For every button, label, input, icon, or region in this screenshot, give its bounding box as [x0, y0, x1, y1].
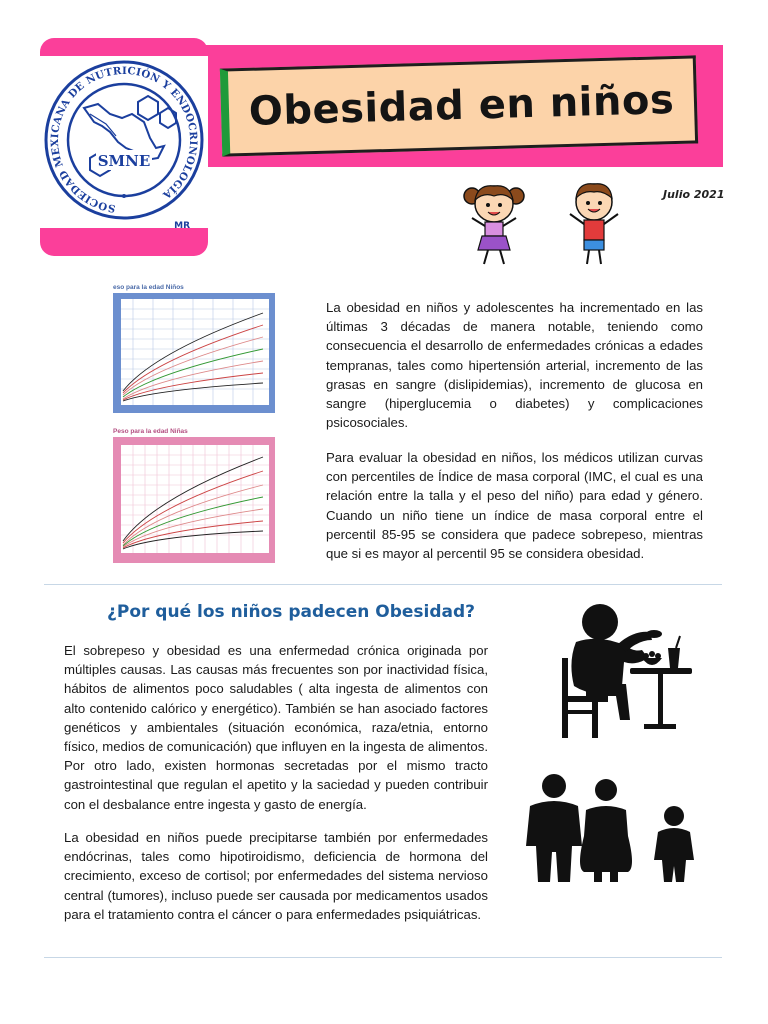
kids-illustration	[458, 178, 628, 272]
svg-text:SOCIEDAD MEXICANA DE NUTRICIÓN: SOCIEDAD MEXICANA DE NUTRICIÓN Y ENDOCRINOLOGÍA	[48, 64, 200, 215]
logo-panel	[40, 56, 208, 228]
page-title: Obesidad en niños	[248, 76, 675, 135]
boy-cartoon-icon	[570, 184, 618, 264]
growth-chart-girls-title: Peso para la edad Niñas	[113, 428, 188, 435]
causes-paragraph-1: El sobrepeso y obesidad es una enfermedad crónica originada por múltiples causas. Las causas más frecuentes son por inactividad física, hábitos de alimentos poco saludables ( alta ingesta de alimentos con alto contenido calórico y energético). También se han asociado factores genéticos y ambientales (situación económica, raza/etnia, entorno físico, medios de comunicación) que influyen en la ingesta de alimentos. Por otro lado, existen hormonas secretadas por el mismo tracto gastrointestinal que regulan el apetito y la saciedad y pueden contribuir con el desbalance entre ingesta y gasto de energía.	[64, 643, 488, 812]
growth-chart-girls	[113, 428, 275, 568]
person-eating-icon	[556, 600, 696, 740]
section-divider-top	[44, 584, 722, 585]
title-banner	[220, 55, 698, 156]
intro-paragraph-1: La obesidad en niños y adolescentes ha incrementado en las últimas 3 décadas de manera notable, teniendo como consecuencia el desarrollo de enfermedades crónicas a edades tempranas, tales como hipertensión arterial, incremento de las grasas en sangre (dislipidemias), incremento de glucosa en sangre (hiperglucemia o diabetes) y complicaciones psicosociales.	[326, 300, 703, 431]
growth-chart-boys	[113, 284, 275, 414]
section-heading: ¿Por qué los niños padecen Obesidad?	[107, 602, 476, 622]
causes-paragraph-2: La obesidad en niños puede precipitarse también por enfermedades endócrinas, tales como hipotiroidismo, deficiencia de hormona del crecimiento, exceso de cortisol; por enfermedades del sistema nervioso central (tumores), incluso puede ser causada por medicamentos usados para el tratamiento contra el cáncer o para enfermedades psiquiátricas.	[64, 830, 488, 922]
intro-paragraph-2: Para evaluar la obesidad en niños, los médicos utilizan curvas con percentiles de Índice de masa corporal (IMC, el cual es una relación entre la talla y el peso del niño) para edad y género. Cuando un niño tiene un índice de masa corporal entre el percentil 85-95 se considera que padece sobrepeso, mientras que si es mayor al percentil 95 se considera obesidad.	[326, 450, 703, 562]
growth-chart-boys-title: eso para la edad Niños	[113, 284, 184, 291]
girl-cartoon-icon	[464, 186, 524, 264]
section-divider-bottom	[44, 957, 722, 958]
family-obesity-icon	[522, 772, 700, 884]
smne-logo-icon	[40, 56, 208, 228]
svg-text:MR: MR	[174, 221, 190, 228]
issue-date: Julio 2021	[663, 188, 725, 201]
svg-text:SMNE: SMNE	[97, 152, 151, 170]
